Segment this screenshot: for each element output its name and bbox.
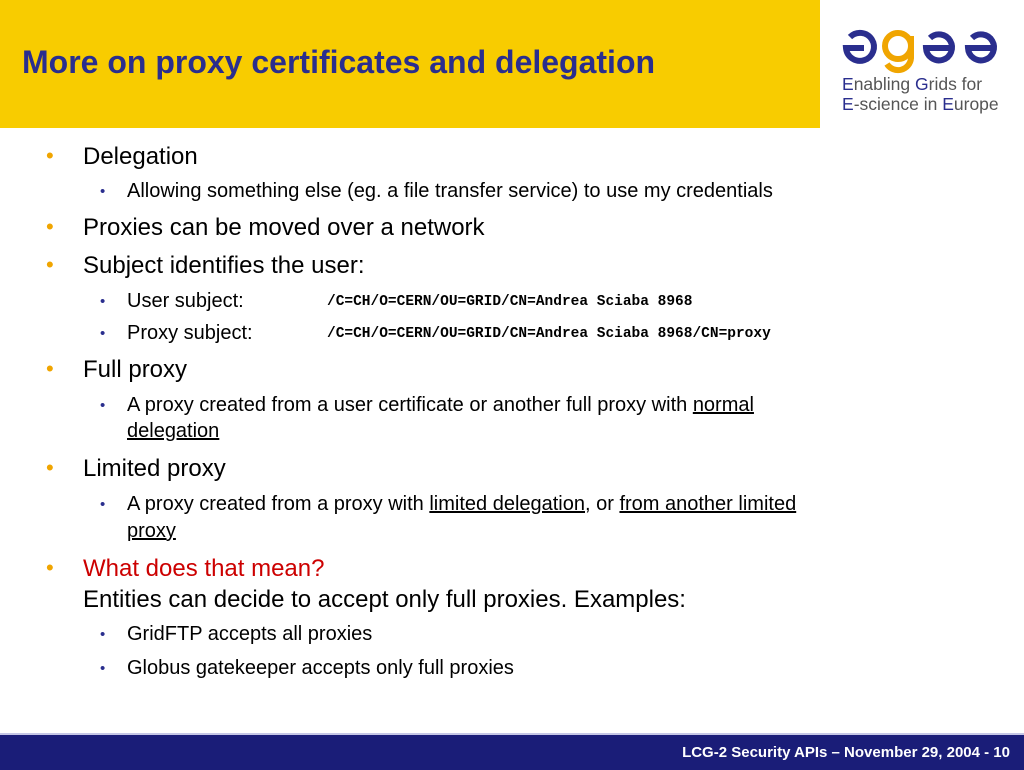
tagline-text: nabling	[853, 74, 915, 94]
bullet-text: , or	[585, 493, 620, 515]
bullet-icon: •	[46, 214, 54, 239]
tagline-cap: E	[942, 94, 954, 114]
meaning-statement: Entities can decide to accept only full proxies. Examples:	[83, 586, 686, 613]
footer-bar	[0, 733, 1024, 770]
logo-tagline	[842, 74, 999, 114]
bullet-icon: •	[100, 325, 106, 342]
tagline-cap: E	[842, 94, 854, 114]
sub-bullet-globus	[100, 657, 514, 680]
bullet-icon: •	[46, 555, 54, 580]
bullet-icon: •	[100, 660, 106, 677]
tagline-line-1	[842, 74, 999, 94]
sub-bullet-delegation	[100, 180, 773, 203]
meaning-statement-row	[83, 586, 686, 614]
bullet-text: Delegation	[83, 143, 198, 170]
tagline-line-2	[842, 94, 999, 114]
bullet-icon: •	[46, 143, 54, 168]
bullet-icon: •	[46, 252, 54, 277]
sub-bullet-full-proxy-cont	[127, 420, 219, 443]
bullet-text: GridFTP accepts all proxies	[127, 623, 373, 645]
bullet-meaning	[46, 555, 325, 583]
bullet-text: Full proxy	[83, 356, 188, 383]
title-bar	[0, 0, 820, 128]
tagline-text: rids for	[928, 74, 983, 94]
normal-delegation-link[interactable]: normal	[692, 394, 754, 416]
sub-bullet-full-proxy	[100, 394, 754, 417]
limited-proxy-link[interactable]: from another limited	[619, 493, 797, 515]
bullet-icon: •	[100, 397, 106, 414]
proxy-subject-label: Proxy subject:	[127, 322, 253, 344]
bullet-text: A proxy created from a proxy with	[127, 493, 430, 515]
sub-bullet-proxy-subject	[100, 322, 927, 345]
bullet-icon: •	[46, 356, 54, 381]
sub-bullet-gridftp	[100, 623, 373, 646]
footer-text: LCG-2 Security APIs – November 29, 2004 - 10	[682, 744, 1010, 761]
slide-title: More on proxy certificates and delegation	[22, 44, 656, 80]
sub-bullet-limited-proxy-cont	[127, 520, 176, 543]
bullet-icon: •	[46, 455, 54, 480]
bullet-limited-proxy	[46, 455, 226, 483]
bullet-subject	[46, 252, 365, 280]
bullet-icon: •	[100, 496, 106, 513]
bullet-text: Limited proxy	[83, 455, 226, 482]
bullet-icon: •	[100, 183, 106, 200]
bullet-text: Subject identifies the user:	[83, 252, 365, 279]
sub-bullet-limited-proxy	[100, 493, 797, 516]
bullet-icon: •	[100, 626, 106, 643]
limited-delegation-link[interactable]: limited delegation	[429, 493, 585, 515]
user-subject-value: /C=CH/O=CERN/OU=GRID/CN=Andrea Sciaba 8968	[327, 294, 693, 310]
bullet-proxies-moved	[46, 214, 485, 242]
normal-delegation-link[interactable]: delegation	[127, 420, 220, 442]
bullet-full-proxy	[46, 356, 188, 384]
tagline-cap: E	[842, 74, 854, 94]
tagline-cap: G	[915, 74, 929, 94]
limited-proxy-link[interactable]: proxy	[127, 520, 176, 542]
bullet-text: Allowing something else (eg. a file transfer service) to use my credentials	[127, 180, 773, 202]
bullet-text: A proxy created from a user certificate or another full proxy with	[127, 394, 693, 416]
meaning-question: What does that mean?	[83, 555, 325, 582]
bullet-delegation	[46, 143, 198, 171]
egee-logo-mark	[842, 22, 1002, 74]
proxy-subject-value: /C=CH/O=CERN/OU=GRID/CN=Andrea Sciaba 8968/CN=proxy	[327, 326, 771, 342]
bullet-text: Proxies can be moved over a network	[83, 214, 485, 241]
tagline-text: -science in	[853, 94, 943, 114]
bullet-icon: •	[100, 293, 106, 310]
sub-bullet-user-subject	[100, 290, 927, 313]
user-subject-label: User subject:	[127, 290, 244, 312]
tagline-text: urope	[953, 94, 999, 114]
egee-logo	[820, 0, 1024, 128]
bullet-text: Globus gatekeeper accepts only full proxies	[127, 657, 514, 679]
